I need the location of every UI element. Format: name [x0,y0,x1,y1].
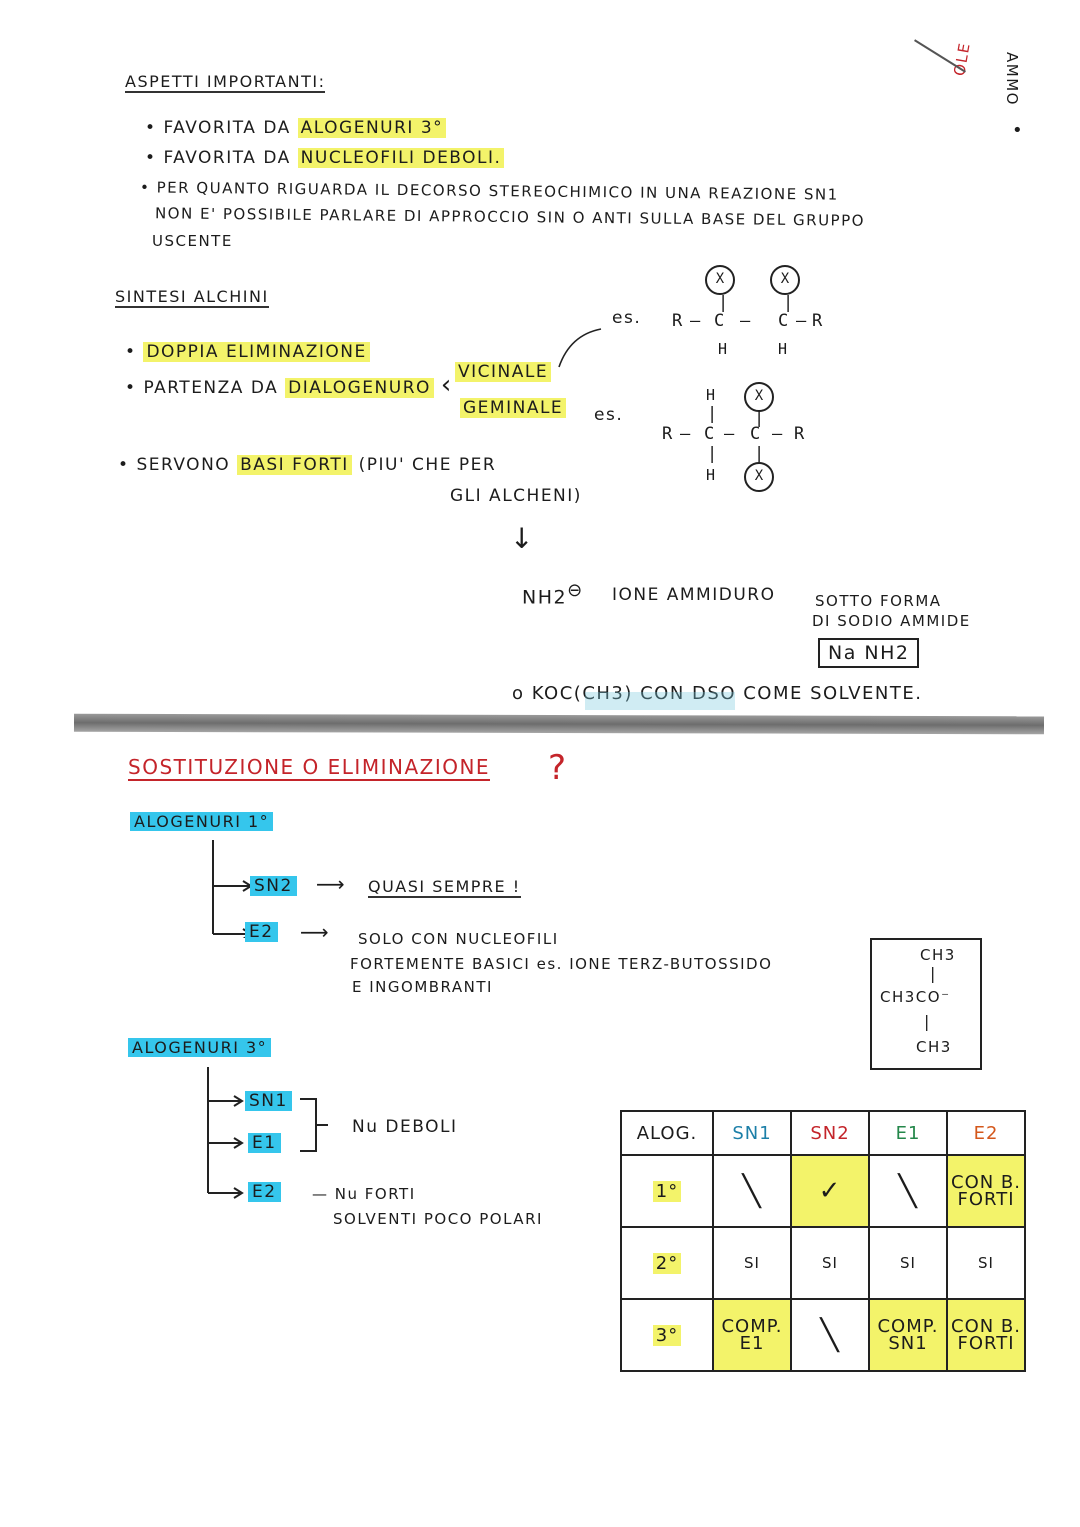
atom-c-1: C [714,311,725,331]
table-cell: COMP. E1 [713,1299,791,1371]
e2-note-line-1: SOLO CON NUCLEOFILI [358,930,559,948]
bond-vert-2: | [783,293,794,313]
alogenuri-3-label: ALOGENURI 3° [128,1038,271,1057]
bond-vert-6: | [754,444,765,464]
aspetti-bullet-1: • FAVORITA DA ALOGENURI 3° [145,118,446,138]
sn1-tag: SN1 [245,1091,292,1111]
table-cell: ╲ [713,1155,791,1227]
alchini-bullet-3-line-2: GLI ALCHENI) [450,486,582,506]
vicinale-arrow-line [555,325,605,370]
corner-fragment-red: OLE [950,40,974,78]
alchini-b2-text: PARTENZA DA [143,378,279,398]
ione-ammiduro: IONE AMMIDURO [612,585,776,605]
geminal-structure [662,382,822,492]
alchini-bullet-3: • SERVONO BASI FORTI (PIU' CHE PER [118,455,497,475]
header-e2: E2 [947,1111,1025,1155]
corner-bullet: • [1012,120,1023,141]
row-label-3: 3° [653,1325,681,1346]
alchini-bullet-1: • DOPPIA ELIMINAZIONE [125,342,370,362]
header-e1: E1 [869,1111,947,1155]
es-label-1: es. [612,308,642,328]
bond-h-5: – [724,424,735,444]
bond-vert-1: | [718,293,729,313]
nh2-charge: ⊖ [567,580,584,601]
atom-c-2: C [778,311,789,331]
row-label-2: 2° [653,1253,681,1274]
geminale-label: GEMINALE [460,398,566,418]
struct-ch3-bottom: CH3 [916,1038,952,1056]
aspetti-b2-text: FAVORITA DA [163,148,291,168]
atom-r-right: R [812,311,823,331]
aspetti-b3-l1: PER QUANTO RIGUARDA IL DECORSO STEREOCHIMICO IN UNA REAZIONE SN1 [156,178,839,204]
bond-vert-5: | [707,444,718,464]
highlight-alogenuri-3: ALOGENURI 3° [298,118,447,138]
aspetti-bullet-2: • FAVORITA DA NUCLEOFILI DEBOLI. [145,148,504,168]
table-cell: SI [947,1227,1025,1299]
table-row [621,1227,1025,1299]
table-cell: SI [869,1227,947,1299]
aspetti-b1-text: FAVORITA DA [163,118,291,138]
bond-h-4: – [680,424,691,444]
vicinal-structure [672,265,832,365]
bond-h-6: – [772,424,783,444]
summary-table [620,1110,1026,1372]
vicinale-label: VICINALE [455,362,551,382]
alchini-bullet-2: • PARTENZA DA DIALOGENURO ‹ [125,370,453,400]
highlight-basi-forti: BASI FORTI [237,455,352,475]
struct-bond-top: | [930,964,936,983]
aspetti-bullet-3-line-2: NON E' POSSIBILE PARLARE DI APPROCCIO SIN O ANTI SULLA BASE DEL GRUPPO [154,204,866,230]
e2-tag: E2 [245,922,278,942]
atom-r-left-2: R [662,424,673,444]
table-cell: ✓ [791,1155,869,1227]
koc-line: o KOC(CH3) CON DSO COME SOLVENTE. [512,683,923,704]
table-cell [621,1299,713,1371]
aspetti-bullet-3-line-3: USCENTE [152,232,233,250]
bond-h-1: – [690,311,701,331]
section-divider [74,714,1044,735]
leaving-group-x-top: X [744,382,774,412]
sotto-forma-line-2: DI SODIO AMMIDE [812,612,971,630]
table-cell: SI [791,1227,869,1299]
row-label-1: 1° [653,1181,681,1202]
table-cell: SI [713,1227,791,1299]
table-cell [621,1227,713,1299]
table-row [621,1299,1025,1371]
bond-vert-4: | [754,408,765,428]
header-sn2: SN2 [791,1111,869,1155]
table-cell: COMP. SN1 [869,1299,947,1371]
sn2-tag: SN2 [250,876,297,896]
table-cell: CON B. FORTI [947,1299,1025,1371]
atom-r-left: R [672,311,683,331]
alogenuri-1-label: ALOGENURI 1° [130,812,273,831]
atom-c-3: C [704,424,715,444]
sost-question-mark: ? [548,748,567,788]
e2-note-line-2: FORTEMENTE BASICI es. IONE TERZ-BUTOSSIDO [350,955,773,973]
atom-h-top: H [706,386,716,404]
sn2-note: QUASI SEMPRE ! [368,877,521,896]
leaving-group-x-bottom: X [744,462,774,492]
bond-h-2: — [740,311,751,331]
alchini-b3-pre: SERVONO [136,455,231,475]
highlight-dialogenuro: DIALOGENURO [285,378,434,398]
header-alog: ALOG. [621,1111,713,1155]
table-cell [621,1155,713,1227]
arrow-sn2: ⟶ [316,872,345,896]
e2-tag-2: E2 [248,1182,281,1202]
nu-forti: — Nu FORTI [312,1185,416,1203]
table-cell: CON B. FORTI [947,1155,1025,1227]
highlight-nucleofili-deboli: NUCLEOFILI DEBOLI. [298,148,505,168]
aspetti-title: ASPETTI IMPORTANTI: [125,72,326,91]
highlight-doppia-eliminazione: DOPPIA ELIMINAZIONE [143,342,369,362]
sotto-forma-line-1: SOTTO FORMA [815,592,942,610]
atom-r-right-2: R [794,424,805,444]
nu-deboli: Nu DEBOLI [352,1117,458,1137]
koc-highlight-smudge [585,692,735,710]
table-cell: ╲ [869,1155,947,1227]
atom-h-bottom: H [706,466,716,484]
nu-forti-text: Nu FORTI [334,1185,416,1203]
e2-note-line-3: E INGOMBRANTI [352,978,493,996]
aspetti-bullet-3-line-1: • PER QUANTO RIGUARDA IL DECORSO STEREOCHIMICO IN UNA REAZIONE SN1 [139,178,839,204]
struct-ch3-top: CH3 [920,946,956,964]
struct-bond-bottom: | [924,1012,930,1031]
struct-ch3co: CH3CO⁻ [880,988,951,1006]
nanh2-box: Na NH2 [818,638,919,668]
table-cell: ╲ [791,1299,869,1371]
arrow-e2: ⟶ [300,920,329,944]
table-row [621,1155,1025,1227]
nh2-text: NH2 [522,586,568,609]
solventi-poco-polari: SOLVENTI POCO POLARI [333,1210,543,1228]
leaving-group-x-2: X [770,265,800,295]
atom-c-4: C [750,424,761,444]
e1-tag: E1 [248,1133,281,1153]
atom-h-2: H [778,340,788,358]
nh2-formula [522,580,584,608]
header-sn1: SN1 [713,1111,791,1155]
down-arrow: ↓ [510,522,534,555]
tert-butoxide-box [870,938,982,1070]
bond-vert-3: | [707,404,718,424]
corner-fragment: AMMO [1002,52,1021,106]
atom-h-1: H [718,340,728,358]
leaving-group-x-1: X [705,265,735,295]
bond-h-3: – [796,311,807,331]
sost-title: SOSTITUZIONE O ELIMINAZIONE [128,755,491,779]
alchini-b3-post: (PIU' CHE PER [358,455,497,475]
alchini-title: SINTESI ALCHINI [115,287,269,306]
table-header-row [621,1111,1025,1155]
es-label-2: es. [594,405,624,425]
